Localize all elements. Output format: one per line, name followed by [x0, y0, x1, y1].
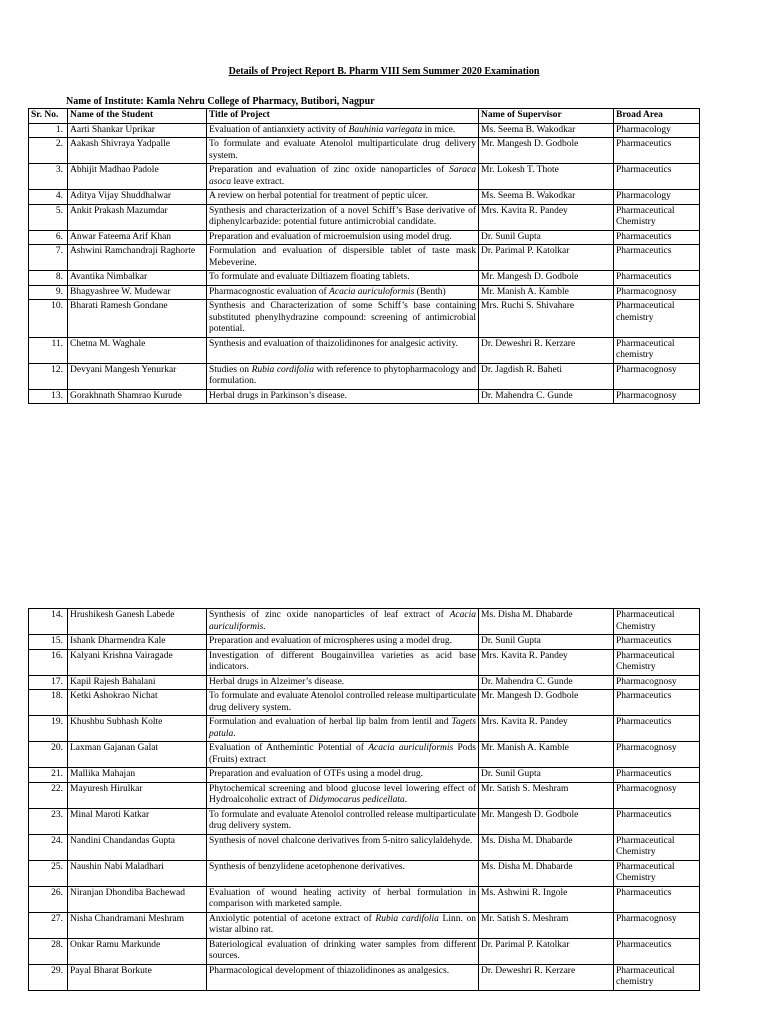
- sr-no-cell: 19.: [29, 716, 68, 742]
- supervisor-cell: Mr. Mangesh D. Godbole: [479, 808, 614, 834]
- project-title-cell: Synthesis of benzylidene acetophenone derivatives.: [207, 860, 479, 886]
- student-name-cell: Ashwini Ramchandraji Raghorte: [68, 245, 207, 271]
- sr-no-cell: 17.: [29, 675, 68, 690]
- table-row: [29, 938, 700, 964]
- broad-area-cell: Pharmaceutics: [614, 138, 700, 164]
- broad-area-cell: Pharmaceutics: [614, 938, 700, 964]
- sr-no-cell: 3.: [29, 164, 68, 190]
- sr-no-cell: 22.: [29, 782, 68, 808]
- sr-no-cell: 16.: [29, 649, 68, 675]
- header-project-title: Title of Project: [207, 109, 479, 124]
- table-row: [29, 204, 700, 230]
- project-title-cell: Bateriological evaluation of drinking water samples from different sources.: [207, 938, 479, 964]
- student-name-cell: Nisha Chandramani Meshram: [68, 912, 207, 938]
- project-title-cell: Herbal drugs in Parkinson’s disease.: [207, 389, 479, 404]
- header-student-name: Name of the Student: [68, 109, 207, 124]
- student-name-cell: Naushin Nabi Maladhari: [68, 860, 207, 886]
- supervisor-cell: Ms. Seema B. Wakodkar: [479, 190, 614, 205]
- broad-area-cell: Pharmaceutics: [614, 716, 700, 742]
- project-title-cell: Preparation and evaluation of microspheres using a model drug.: [207, 635, 479, 650]
- page-title: Details of Project Report B. Pharm VIII Sem Summer 2020 Examination: [228, 66, 540, 77]
- broad-area-cell: Pharmacognosy: [614, 912, 700, 938]
- broad-area-cell: Pharmaceutical Chemistry: [614, 860, 700, 886]
- sr-no-cell: 2.: [29, 138, 68, 164]
- project-title-cell: Studies on Rubia cordifolia with reference to phytopharmacology and formulation.: [207, 363, 479, 389]
- sr-no-cell: 24.: [29, 834, 68, 860]
- header-sr-no: Sr. No.: [29, 109, 68, 124]
- student-name-cell: Aditya Vijay Shuddhalwar: [68, 190, 207, 205]
- table-header-row: [29, 109, 700, 124]
- student-name-cell: Bhagyashree W. Mudewar: [68, 285, 207, 300]
- sr-no-cell: 10.: [29, 300, 68, 338]
- student-name-cell: Niranjan Dhondiba Bachewad: [68, 886, 207, 912]
- table-row: [29, 675, 700, 690]
- broad-area-cell: Pharmaceutical chemistry: [614, 964, 700, 990]
- broad-area-cell: Pharmaceutics: [614, 271, 700, 286]
- broad-area-cell: Pharmaceutics: [614, 768, 700, 783]
- project-title-cell: To formulate and evaluate Atenolol controlled release multiparticulate drug delivery system.: [207, 808, 479, 834]
- student-name-cell: Ishank Dharmendra Kale: [68, 635, 207, 650]
- project-title-cell: Synthesis of zinc oxide nanoparticles of leaf extract of Acacia auriculiformis.: [207, 609, 479, 635]
- student-name-cell: Nandini Chandandas Gupta: [68, 834, 207, 860]
- supervisor-cell: Mr. Mangesh D. Godbole: [479, 138, 614, 164]
- broad-area-cell: Pharmacognosy: [614, 742, 700, 768]
- project-title-cell: Formulation and evaluation of dispersible tablet of taste mask Mebeverine.: [207, 245, 479, 271]
- student-name-cell: Kapil Rajesh Bahalani: [68, 675, 207, 690]
- project-title-cell: Synthesis and characterization of a novel Schiff’s Base derivative of diphenylcarbazide: potential future antimicrobial candidate.: [207, 204, 479, 230]
- supervisor-cell: Dr. Sunil Gupta: [479, 230, 614, 245]
- broad-area-cell: Pharmacognosy: [614, 285, 700, 300]
- student-name-cell: Onkar Ramu Markunde: [68, 938, 207, 964]
- supervisor-cell: Ms. Disha M. Dhabarde: [479, 860, 614, 886]
- project-title-cell: Pharmacological development of thiazolidinones as analgesics.: [207, 964, 479, 990]
- broad-area-cell: Pharmaceutics: [614, 230, 700, 245]
- supervisor-cell: Dr. Parimal P. Katolkar: [479, 938, 614, 964]
- sr-no-cell: 25.: [29, 860, 68, 886]
- table-row: [29, 912, 700, 938]
- student-name-cell: Mallika Mahajan: [68, 768, 207, 783]
- project-title-cell: Phytochemical screening and blood glucose level lowering effect of Hydroalcoholic extract of Didymocarus pedicellata.: [207, 782, 479, 808]
- project-title-cell: Preparation and evaluation of OTFs using a model drug.: [207, 768, 479, 783]
- supervisor-cell: Mrs. Kavita R. Pandey: [479, 716, 614, 742]
- table-row: [29, 285, 700, 300]
- broad-area-cell: Pharmacognosy: [614, 363, 700, 389]
- student-name-cell: Minal Maroti Katkar: [68, 808, 207, 834]
- sr-no-cell: 1.: [29, 123, 68, 138]
- student-name-cell: Avantika Nimbalkar: [68, 271, 207, 286]
- supervisor-cell: Mr. Manish A. Kamble: [479, 742, 614, 768]
- project-title-cell: Preparation and evaluation of microemulsion using model drug.: [207, 230, 479, 245]
- student-name-cell: Payal Bharat Borkute: [68, 964, 207, 990]
- sr-no-cell: 9.: [29, 285, 68, 300]
- table-row: [29, 271, 700, 286]
- sr-no-cell: 11.: [29, 337, 68, 363]
- table-row: [29, 742, 700, 768]
- student-name-cell: Hrushikesh Ganesh Labede: [68, 609, 207, 635]
- table-row: [29, 363, 700, 389]
- supervisor-cell: Ms. Ashwini R. Ingole: [479, 886, 614, 912]
- project-title-cell: Synthesis of novel chalcone derivatives from 5-nitro salicylaldehyde.: [207, 834, 479, 860]
- table-row: [29, 860, 700, 886]
- project-title-cell: Synthesis and Characterization of some Schiff’s base containing substituted phenylhydrazine compound: screening of antimicrobial potential.: [207, 300, 479, 338]
- project-title-cell: Formulation and evaluation of herbal lip balm from lentil and Tagets patula.: [207, 716, 479, 742]
- student-name-cell: Aarti Shankar Uprikar: [68, 123, 207, 138]
- supervisor-cell: Dr. Mahendra C. Gunde: [479, 389, 614, 404]
- supervisor-cell: Mr. Satish S. Meshram: [479, 782, 614, 808]
- table-row: [29, 886, 700, 912]
- table-row: [29, 123, 700, 138]
- supervisor-cell: Ms. Disha M. Dhabarde: [479, 609, 614, 635]
- broad-area-cell: Pharmaceutics: [614, 886, 700, 912]
- supervisor-cell: Ms. Seema B. Wakodkar: [479, 123, 614, 138]
- header-supervisor: Name of Supervisor: [479, 109, 614, 124]
- student-name-cell: Abhijit Madhao Padole: [68, 164, 207, 190]
- broad-area-cell: Pharmaceutics: [614, 635, 700, 650]
- table-row: [29, 230, 700, 245]
- supervisor-cell: Mrs. Ruchi S. Shivahare: [479, 300, 614, 338]
- sr-no-cell: 8.: [29, 271, 68, 286]
- broad-area-cell: Pharmacognosy: [614, 782, 700, 808]
- project-title-cell: To formulate and evaluate Diltiazem floating tablets.: [207, 271, 479, 286]
- table-row: [29, 716, 700, 742]
- supervisor-cell: Mr. Lokesh T. Thote: [479, 164, 614, 190]
- sr-no-cell: 13.: [29, 389, 68, 404]
- table-row: [29, 245, 700, 271]
- table-row: [29, 300, 700, 338]
- sr-no-cell: 7.: [29, 245, 68, 271]
- sr-no-cell: 18.: [29, 690, 68, 716]
- supervisor-cell: Dr. Sunil Gupta: [479, 635, 614, 650]
- sr-no-cell: 26.: [29, 886, 68, 912]
- supervisor-cell: Mr. Manish A. Kamble: [479, 285, 614, 300]
- project-title-cell: To formulate and evaluate Atenolol controlled release multiparticulate drug delivery system.: [207, 690, 479, 716]
- table-row: [29, 649, 700, 675]
- project-title-cell: Evaluation of Anthemintic Potential of Acacia auriculiformis Pods (Fruits) extract: [207, 742, 479, 768]
- student-name-cell: Bharati Ramesh Gondane: [68, 300, 207, 338]
- project-table-page2: [28, 608, 700, 991]
- sr-no-cell: 15.: [29, 635, 68, 650]
- sr-no-cell: 5.: [29, 204, 68, 230]
- supervisor-cell: Mrs. Kavita R. Pandey: [479, 204, 614, 230]
- student-name-cell: Chetna M. Waghale: [68, 337, 207, 363]
- supervisor-cell: Dr. Mahendra C. Gunde: [479, 675, 614, 690]
- sr-no-cell: 6.: [29, 230, 68, 245]
- supervisor-cell: Mrs. Kavita R. Pandey: [479, 649, 614, 675]
- supervisor-cell: Dr. Parimal P. Katolkar: [479, 245, 614, 271]
- broad-area-cell: Pharmaceutics: [614, 245, 700, 271]
- table-row: [29, 635, 700, 650]
- supervisor-cell: Dr. Deweshri R. Kerzare: [479, 964, 614, 990]
- broad-area-cell: Pharmaceutical Chemistry: [614, 834, 700, 860]
- table-row: [29, 690, 700, 716]
- sr-no-cell: 23.: [29, 808, 68, 834]
- broad-area-cell: Pharmaceutical Chemistry: [614, 609, 700, 635]
- broad-area-cell: Pharmaceutical chemistry: [614, 337, 700, 363]
- project-title-cell: A review on herbal potential for treatment of peptic ulcer.: [207, 190, 479, 205]
- broad-area-cell: Pharmaceutics: [614, 690, 700, 716]
- broad-area-cell: Pharmaceutics: [614, 164, 700, 190]
- project-title-cell: Preparation and evaluation of zinc oxide nanoparticles of Saraca asoca leave extract.: [207, 164, 479, 190]
- project-title-cell: Herbal drugs in Alzeimer’s disease.: [207, 675, 479, 690]
- supervisor-cell: Mr. Satish S. Meshram: [479, 912, 614, 938]
- project-title-cell: Evaluation of wound healing activity of herbal formulation in comparison with marketed sample.: [207, 886, 479, 912]
- project-title-cell: To formulate and evaluate Atenolol multiparticulate drug delivery system.: [207, 138, 479, 164]
- student-name-cell: Ankit Prakash Mazumdar: [68, 204, 207, 230]
- sr-no-cell: 20.: [29, 742, 68, 768]
- student-name-cell: Laxman Gajanan Galat: [68, 742, 207, 768]
- broad-area-cell: Pharmacology: [614, 190, 700, 205]
- table-row: [29, 768, 700, 783]
- student-name-cell: Ketki Ashokrao Nichat: [68, 690, 207, 716]
- table-row: [29, 164, 700, 190]
- sr-no-cell: 28.: [29, 938, 68, 964]
- institute-name: Name of Institute: Kamla Nehru College of Pharmacy, Butibori, Nagpur: [66, 96, 375, 107]
- table-row: [29, 834, 700, 860]
- broad-area-cell: Pharmaceutical chemistry: [614, 300, 700, 338]
- supervisor-cell: Mr. Mangesh D. Godbole: [479, 271, 614, 286]
- student-name-cell: Kalyani Krishna Vairagade: [68, 649, 207, 675]
- sr-no-cell: 4.: [29, 190, 68, 205]
- table-row: [29, 337, 700, 363]
- table-row: [29, 190, 700, 205]
- broad-area-cell: Pharmaceutical Chemistry: [614, 204, 700, 230]
- broad-area-cell: Pharmaceutical Chemistry: [614, 649, 700, 675]
- table-row: [29, 389, 700, 404]
- table-row: [29, 138, 700, 164]
- sr-no-cell: 27.: [29, 912, 68, 938]
- project-table-page1: [28, 108, 700, 404]
- broad-area-cell: Pharmaceutics: [614, 808, 700, 834]
- table-row: [29, 609, 700, 635]
- project-title-cell: Anxiolytic potential of acetone extract of Rubia cardifolia Linn. on wistar albino rat.: [207, 912, 479, 938]
- project-title-cell: Investigation of different Bougainvillea varieties as acid base indicators.: [207, 649, 479, 675]
- student-name-cell: Aakash Shivraya Yadpalle: [68, 138, 207, 164]
- table-row: [29, 782, 700, 808]
- student-name-cell: Gorakhnath Shamrao Kurude: [68, 389, 207, 404]
- supervisor-cell: Mr. Mangesh D. Godbole: [479, 690, 614, 716]
- supervisor-cell: Ms. Disha M. Dhabarde: [479, 834, 614, 860]
- sr-no-cell: 12.: [29, 363, 68, 389]
- project-title-cell: Synthesis and evaluation of thaizolidinones for analgesic activity.: [207, 337, 479, 363]
- student-name-cell: Mayuresh Hirulkar: [68, 782, 207, 808]
- student-name-cell: Anwar Fateema Arif Khan: [68, 230, 207, 245]
- sr-no-cell: 21.: [29, 768, 68, 783]
- sr-no-cell: 29.: [29, 964, 68, 990]
- broad-area-cell: Pharmacognosy: [614, 389, 700, 404]
- table-row: [29, 964, 700, 990]
- student-name-cell: Khushbu Subhash Kolte: [68, 716, 207, 742]
- sr-no-cell: 14.: [29, 609, 68, 635]
- project-title-cell: Pharmacognostic evaluation of Acacia auriculoformis (Benth): [207, 285, 479, 300]
- supervisor-cell: Dr. Jagdish R. Baheti: [479, 363, 614, 389]
- supervisor-cell: Dr. Sunil Gupta: [479, 768, 614, 783]
- student-name-cell: Devyani Mangesh Yenurkar: [68, 363, 207, 389]
- header-broad-area: Broad Area: [614, 109, 700, 124]
- broad-area-cell: Pharmacology: [614, 123, 700, 138]
- table-row: [29, 808, 700, 834]
- supervisor-cell: Dr. Deweshri R. Kerzare: [479, 337, 614, 363]
- broad-area-cell: Pharmacognosy: [614, 675, 700, 690]
- project-title-cell: Evaluation of antianxiety activity of Bauhinia variegata in mice.: [207, 123, 479, 138]
